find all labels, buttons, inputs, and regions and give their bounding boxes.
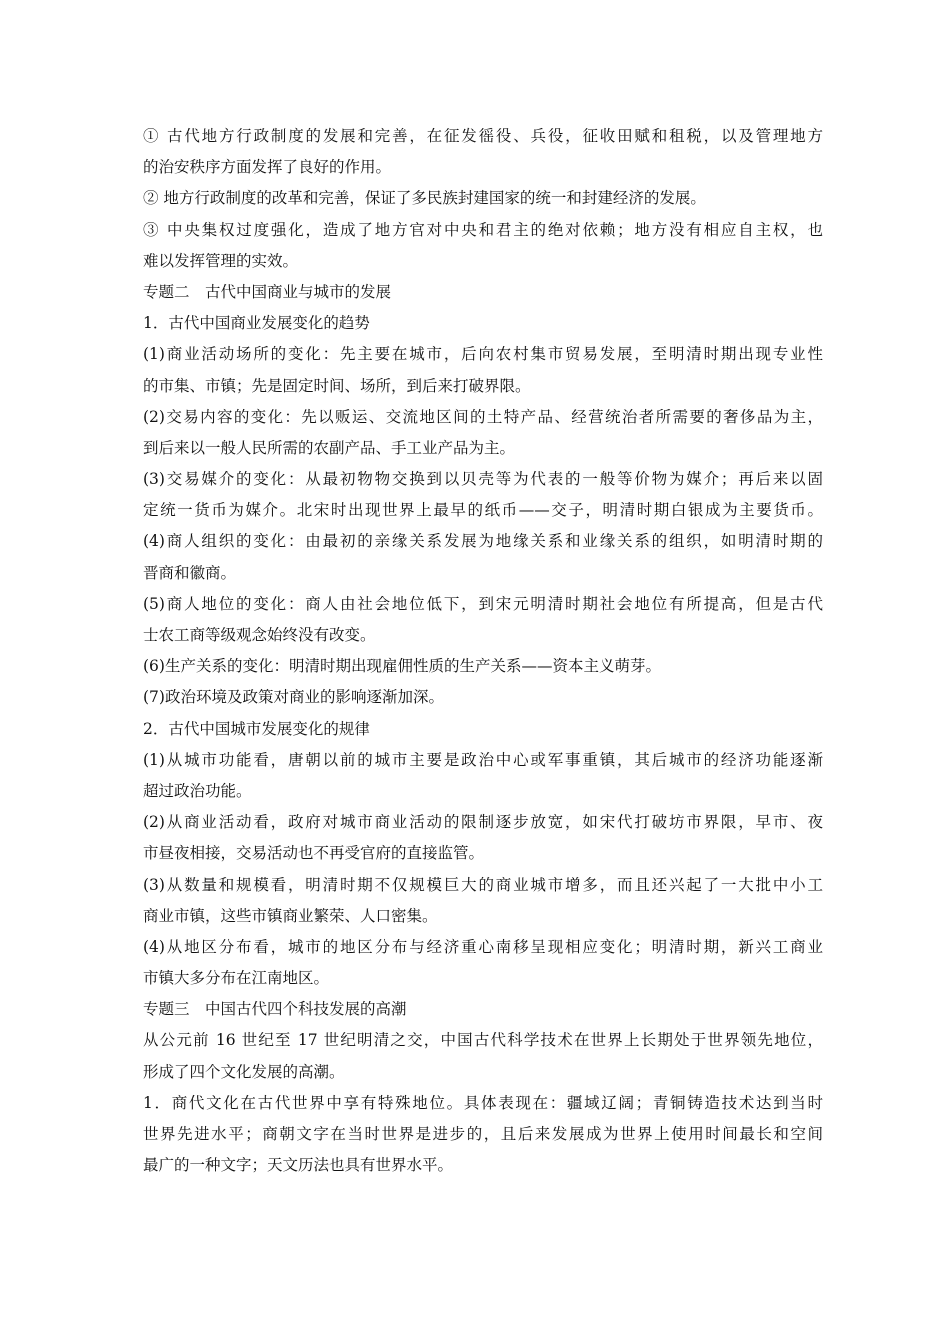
text-line: 形成了四个文化发展的高潮。	[143, 1062, 345, 1081]
text-line: 晋商和徽商。	[143, 563, 237, 582]
text-line: 专题二 古代中国商业与城市的发展	[143, 282, 392, 301]
text-line: (4)从地区分布看，城市的地区分布与经济重心南移呈现相应变化；明清时期，新兴工商业	[143, 937, 823, 956]
text-line: (3)交易媒介的变化：从最初物物交换到以贝壳等为代表的一般等价物为媒介；再后来以固	[143, 470, 823, 489]
text-line: 从公元前 16 世纪至 17 世纪明清之交，中国古代科学技术在世界上长期处于世界领先地位，	[143, 1031, 823, 1050]
text-line: (1)商业活动场所的变化：先主要在城市，后向农村集市贸易发展，至明清时期出现专业性	[143, 345, 823, 364]
text-line: 难以发挥管理的实效。	[143, 251, 299, 270]
text-line: 市昼夜相接，交易活动也不再受官府的直接监管。	[143, 844, 485, 863]
text-line: 1．商代文化在古代世界中享有特殊地位。具体表现在：疆域辽阔；青铜铸造技术达到当时	[143, 1093, 823, 1112]
text-line: 最广的一种文字；天文历法也具有世界水平。	[143, 1156, 454, 1175]
text-line: (2)从商业活动看，政府对城市商业活动的限制逐步放宽，如宋代打破坊市界限，早市、夜	[143, 813, 823, 832]
text-line: 超过政治功能。	[143, 781, 252, 800]
text-line: 的治安秩序方面发挥了良好的作用。	[143, 158, 392, 177]
text-line: (1)从城市功能看，唐朝以前的城市主要是政治中心或军事重镇，其后城市的经济功能逐渐	[143, 750, 823, 769]
document-body	[143, 121, 823, 1181]
text-line: 市镇大多分布在江南地区。	[143, 969, 330, 988]
text-line: (6)生产关系的变化：明清时期出现雇佣性质的生产关系——资本主义萌芽。	[143, 657, 661, 676]
text-line: (5)商人地位的变化：商人由社会地位低下，到宋元明清时期社会地位有所提高，但是古代	[143, 594, 823, 613]
text-line: ① 古代地方行政制度的发展和完善，在征发徭役、兵役，征收田赋和租税，以及管理地方	[143, 127, 823, 145]
text-line: (7)政治环境及政策对商业的影响逐渐加深。	[143, 688, 444, 707]
text-line: 2．古代中国城市发展变化的规律	[143, 719, 370, 738]
text-line: 世界先进水平；商朝文字在当时世界是进步的，且后来发展成为世界上使用时间最长和空间	[143, 1125, 823, 1143]
text-line: 士农工商等级观念始终没有改变。	[143, 626, 376, 644]
text-line: (4)商人组织的变化：由最初的亲缘关系发展为地缘关系和业缘关系的组织，如明清时期的	[143, 532, 823, 551]
text-line: 1．古代中国商业发展变化的趋势	[143, 314, 370, 333]
text-line: 的市集、市镇；先是固定时间、场所，到后来打破界限。	[143, 376, 531, 395]
text-line: 商业市镇，这些市镇商业繁荣、人口密集。	[143, 906, 438, 925]
text-line: 到后来以一般人民所需的农副产品、手工业产品为主。	[143, 438, 516, 457]
text-line: (2)交易内容的变化：先以贩运、交流地区间的土特产品、经营统治者所需要的奢侈品为主，	[143, 407, 823, 426]
text-line: 专题三 中国古代四个科技发展的高潮	[143, 1000, 407, 1019]
text-line: 定统一货币为媒介。北宋时出现世界上最早的纸币——交子，明清时期白银成为主要货币。	[143, 501, 823, 520]
text-line: ② 地方行政制度的改革和完善，保证了多民族封建国家的统一和封建经济的发展。	[143, 189, 706, 208]
text-line: ③ 中央集权过度强化，造成了地方官对中央和君主的绝对依赖；地方没有相应自主权，也	[143, 220, 823, 239]
text-line: (3)从数量和规模看，明清时期不仅规模巨大的商业城市增多，而且还兴起了一大批中小工	[143, 875, 823, 894]
